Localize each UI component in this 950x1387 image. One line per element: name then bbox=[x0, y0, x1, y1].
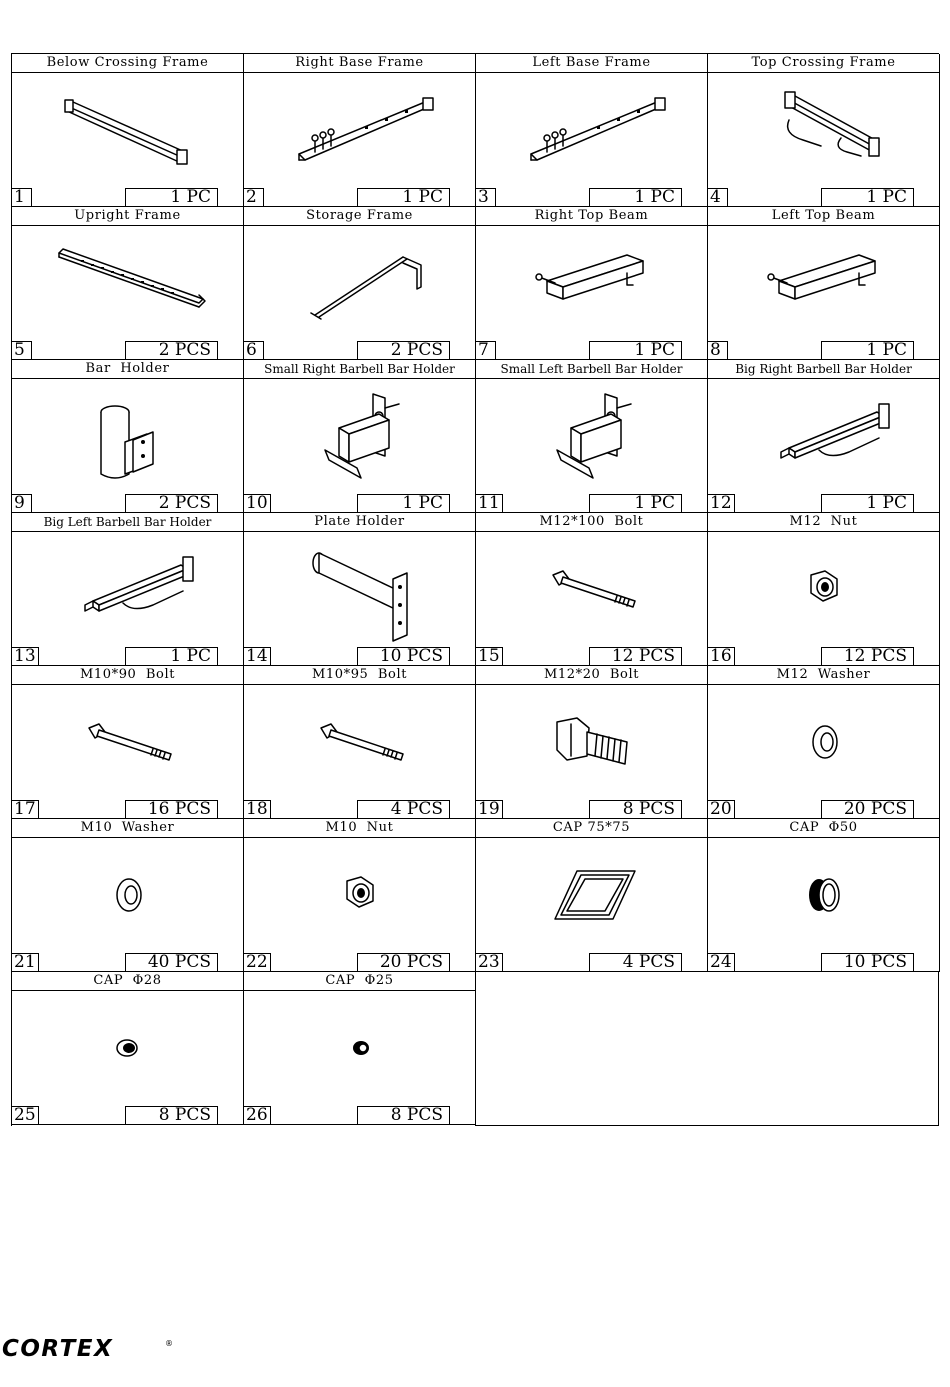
part-quantity: 2 PCS bbox=[125, 341, 218, 359]
round-cap-tiny-icon bbox=[285, 998, 435, 1098]
part-cell bbox=[476, 666, 708, 819]
part-illustration bbox=[244, 991, 475, 1105]
parts-list-table bbox=[11, 53, 939, 1126]
big-barbell-holder-icon bbox=[749, 386, 899, 486]
base-frame-icon bbox=[517, 80, 667, 180]
part-number: 17 bbox=[12, 800, 39, 818]
part-illustration bbox=[476, 73, 707, 187]
part-number: 16 bbox=[708, 647, 735, 665]
part-illustration bbox=[12, 226, 243, 340]
part-quantity: 16 PCS bbox=[125, 800, 218, 818]
bar-holder-icon bbox=[53, 386, 203, 486]
part-illustration bbox=[12, 532, 243, 646]
part-cell bbox=[12, 972, 244, 1125]
top-crossing-frame-icon bbox=[749, 80, 899, 180]
part-number: 12 bbox=[708, 494, 735, 512]
part-cell bbox=[244, 360, 476, 513]
part-illustration bbox=[244, 379, 475, 493]
part-name: Upright Frame bbox=[12, 207, 243, 226]
round-cap-icon bbox=[749, 845, 899, 945]
bolt-icon bbox=[517, 539, 667, 639]
part-name: Big Right Barbell Bar Holder bbox=[708, 360, 939, 379]
part-cell bbox=[476, 360, 708, 513]
part-name: CAP 75*75 bbox=[476, 819, 707, 838]
small-barbell-holder-icon bbox=[285, 386, 435, 486]
part-name: M10*95 Bolt bbox=[244, 666, 475, 685]
base-frame-icon bbox=[285, 80, 435, 180]
part-cell bbox=[708, 54, 940, 207]
part-quantity: 8 PCS bbox=[589, 800, 682, 818]
part-number: 1 bbox=[12, 188, 32, 206]
part-number: 7 bbox=[476, 341, 496, 359]
part-name: Below Crossing Frame bbox=[12, 54, 243, 73]
part-number: 10 bbox=[244, 494, 271, 512]
part-number: 5 bbox=[12, 341, 32, 359]
part-illustration bbox=[708, 73, 939, 187]
part-illustration bbox=[12, 991, 243, 1105]
part-name: CAP Φ25 bbox=[244, 972, 475, 991]
part-number: 22 bbox=[244, 953, 271, 971]
part-quantity: 1 PC bbox=[125, 647, 218, 665]
part-quantity: 4 PCS bbox=[357, 800, 450, 818]
part-quantity: 40 PCS bbox=[125, 953, 218, 971]
empty-table-area bbox=[475, 972, 939, 1126]
part-quantity: 1 PC bbox=[125, 188, 218, 206]
part-illustration bbox=[476, 685, 707, 799]
part-name: Left Top Beam bbox=[708, 207, 939, 226]
part-illustration bbox=[12, 73, 243, 187]
top-beam-icon bbox=[749, 233, 899, 333]
part-cell bbox=[476, 819, 708, 972]
small-barbell-holder-icon bbox=[517, 386, 667, 486]
bolt-icon bbox=[53, 692, 203, 792]
part-number: 11 bbox=[476, 494, 503, 512]
part-illustration bbox=[244, 73, 475, 187]
washer-icon bbox=[749, 692, 899, 792]
part-name: M10*90 Bolt bbox=[12, 666, 243, 685]
part-name: M12 Nut bbox=[708, 513, 939, 532]
part-name: Right Top Beam bbox=[476, 207, 707, 226]
part-quantity: 12 PCS bbox=[821, 647, 914, 665]
part-name: Small Right Barbell Bar Holder bbox=[244, 360, 475, 379]
part-quantity: 1 PC bbox=[589, 341, 682, 359]
part-cell bbox=[12, 54, 244, 207]
part-quantity: 1 PC bbox=[589, 494, 682, 512]
part-name: Plate Holder bbox=[244, 513, 475, 532]
part-quantity: 2 PCS bbox=[357, 341, 450, 359]
part-cell bbox=[12, 819, 244, 972]
part-name: Big Left Barbell Bar Holder bbox=[12, 513, 243, 532]
part-name: M10 Nut bbox=[244, 819, 475, 838]
part-number: 24 bbox=[708, 953, 735, 971]
part-quantity: 20 PCS bbox=[357, 953, 450, 971]
part-number: 4 bbox=[708, 188, 728, 206]
part-illustration bbox=[12, 685, 243, 799]
nut-icon bbox=[749, 539, 899, 639]
part-illustration bbox=[708, 685, 939, 799]
part-number: 20 bbox=[708, 800, 735, 818]
part-number: 15 bbox=[476, 647, 503, 665]
part-name: Right Base Frame bbox=[244, 54, 475, 73]
part-number: 18 bbox=[244, 800, 271, 818]
part-cell bbox=[708, 819, 940, 972]
part-cell bbox=[244, 54, 476, 207]
square-cap-icon bbox=[517, 845, 667, 945]
brand-logo bbox=[2, 1335, 182, 1363]
part-quantity: 1 PC bbox=[357, 494, 450, 512]
part-quantity: 8 PCS bbox=[357, 1106, 450, 1124]
part-number: 9 bbox=[12, 494, 32, 512]
part-illustration bbox=[476, 838, 707, 952]
part-quantity: 8 PCS bbox=[125, 1106, 218, 1124]
part-number: 3 bbox=[476, 188, 496, 206]
part-number: 14 bbox=[244, 647, 271, 665]
part-cell bbox=[476, 513, 708, 666]
part-number: 6 bbox=[244, 341, 264, 359]
part-illustration bbox=[476, 226, 707, 340]
upright-frame-icon bbox=[53, 233, 203, 333]
part-number: 2 bbox=[244, 188, 264, 206]
part-number: 8 bbox=[708, 341, 728, 359]
part-quantity: 10 PCS bbox=[357, 647, 450, 665]
part-quantity: 10 PCS bbox=[821, 953, 914, 971]
part-illustration bbox=[708, 532, 939, 646]
part-cell bbox=[12, 513, 244, 666]
part-illustration bbox=[708, 379, 939, 493]
washer-icon bbox=[53, 845, 203, 945]
part-illustration bbox=[244, 226, 475, 340]
crossing-frame-icon bbox=[53, 80, 203, 180]
part-quantity: 1 PC bbox=[821, 188, 914, 206]
part-name: M12*20 Bolt bbox=[476, 666, 707, 685]
part-name: M12 Washer bbox=[708, 666, 939, 685]
part-cell bbox=[476, 207, 708, 360]
part-cell bbox=[12, 666, 244, 819]
part-quantity: 1 PC bbox=[821, 341, 914, 359]
part-number: 25 bbox=[12, 1106, 39, 1124]
short-bolt-icon bbox=[517, 692, 667, 792]
part-cell bbox=[708, 513, 940, 666]
part-name: Storage Frame bbox=[244, 207, 475, 226]
part-cell bbox=[244, 207, 476, 360]
part-name: M12*100 Bolt bbox=[476, 513, 707, 532]
part-cell bbox=[12, 360, 244, 513]
storage-frame-icon bbox=[285, 233, 435, 333]
part-name: CAP Φ28 bbox=[12, 972, 243, 991]
round-cap-small-icon bbox=[53, 998, 203, 1098]
brand-logo-text: CORTEX bbox=[2, 1336, 114, 1362]
registered-mark: ® bbox=[165, 1339, 173, 1348]
part-quantity: 2 PCS bbox=[125, 494, 218, 512]
part-quantity: 1 PC bbox=[589, 188, 682, 206]
part-name: Left Base Frame bbox=[476, 54, 707, 73]
part-cell bbox=[476, 54, 708, 207]
part-illustration bbox=[476, 532, 707, 646]
part-illustration bbox=[12, 838, 243, 952]
bolt-icon bbox=[285, 692, 435, 792]
part-illustration bbox=[244, 685, 475, 799]
part-name: CAP Φ50 bbox=[708, 819, 939, 838]
part-quantity: 12 PCS bbox=[589, 647, 682, 665]
nut-icon bbox=[285, 845, 435, 945]
part-cell bbox=[244, 819, 476, 972]
part-illustration bbox=[708, 838, 939, 952]
part-name: Bar Holder bbox=[12, 360, 243, 379]
part-illustration bbox=[476, 379, 707, 493]
part-cell bbox=[708, 207, 940, 360]
part-quantity: 1 PC bbox=[821, 494, 914, 512]
part-name: Small Left Barbell Bar Holder bbox=[476, 360, 707, 379]
part-number: 26 bbox=[244, 1106, 271, 1124]
part-illustration bbox=[708, 226, 939, 340]
part-number: 19 bbox=[476, 800, 503, 818]
part-illustration bbox=[12, 379, 243, 493]
part-name: M10 Washer bbox=[12, 819, 243, 838]
part-number: 13 bbox=[12, 647, 39, 665]
part-illustration bbox=[244, 532, 475, 646]
top-beam-icon bbox=[517, 233, 667, 333]
part-quantity: 1 PC bbox=[357, 188, 450, 206]
part-illustration bbox=[244, 838, 475, 952]
part-cell bbox=[708, 666, 940, 819]
part-quantity: 4 PCS bbox=[589, 953, 682, 971]
part-cell bbox=[244, 972, 476, 1125]
big-barbell-holder-icon bbox=[53, 539, 203, 639]
part-number: 21 bbox=[12, 953, 39, 971]
part-number: 23 bbox=[476, 953, 503, 971]
plate-holder-icon bbox=[285, 539, 435, 639]
part-cell bbox=[244, 666, 476, 819]
part-cell bbox=[244, 513, 476, 666]
part-cell bbox=[708, 360, 940, 513]
part-quantity: 20 PCS bbox=[821, 800, 914, 818]
part-name: Top Crossing Frame bbox=[708, 54, 939, 73]
part-cell bbox=[12, 207, 244, 360]
